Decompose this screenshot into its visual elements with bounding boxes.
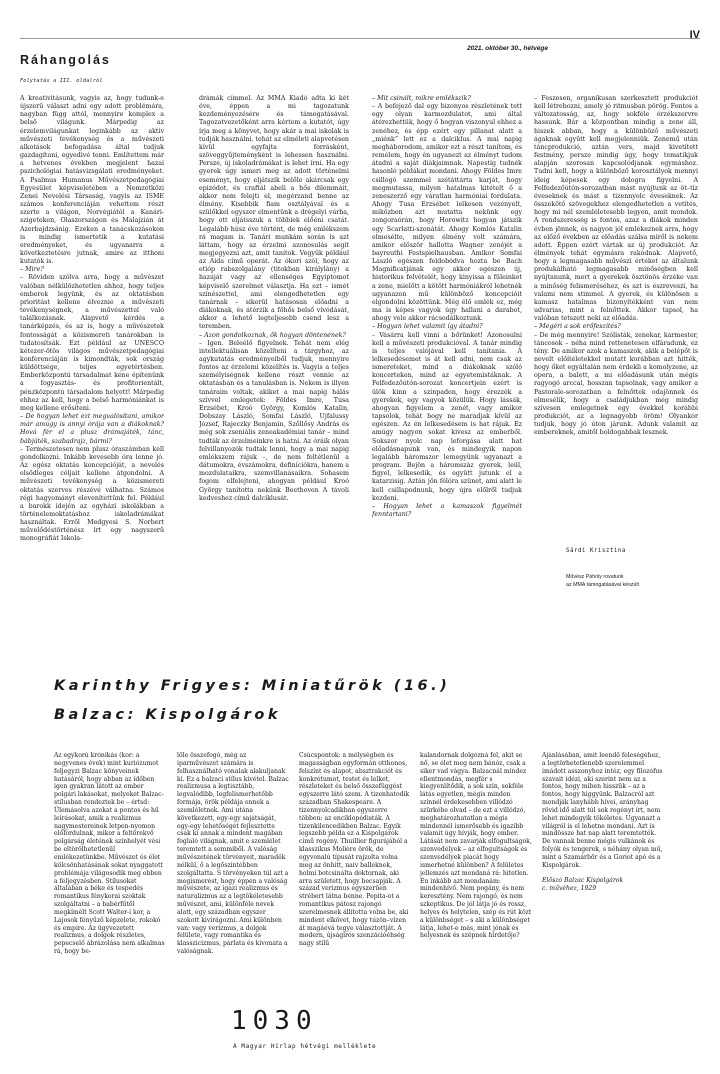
- source-line-1: Előszó Balzac Kispolgárok: [542, 876, 624, 884]
- feature-text: lőle összefogó, még az iparművészet számára is felhasználható vonalak alakuljanak ki. Ez a balzaci stílus kivétel. Balzac realizmusa a legtisztább, legvalódibb, legfelismerhetőbb formája, örök példája ennek a szemléletnek. Ami utána következett, egy-egy sajátságát, egy-egy lehetőségét fejlesztette csak ki annak a mindent magában foglaló világnak, amit e szemlélet teremtett a semmiből. A valóság művészetének törvényeit, maradék nélkül, ő a legőszintébben szolgáltatta. S törvényeken túl azt a megismerést, hogy éppen a valóság művészete, az igazi realizmus és naturalizmus az a legtökéletesebb művészet, ami, különféle nevek alatt, egy században egyszer szokott kivirágozni. Ami különben van: vagy verizmus, a dolgok felülete, vagy romantika és klasszicizmus, párlata és kivonata a valóságnak.: [177, 752, 289, 956]
- feature-column-3: [299, 752, 410, 992]
- interview-answer: – Vásárra kell vinni a bőrünket! Azonosulni kell a művészeti produkcióval. A tanár mindig is teljes valójával kell tanítania. A lelkesedésemet is át kell adni, nem csak az ismereteket, mind a diákoknak szóló koncerteken, mind az egyetemistáknak. A Felfedezőútón-sorozat koncertjein ezért is ülök kinn a színpadon, hogy érezzék a gyerekek, egy vagyok közülük. Hogy lássák, ahogyan figyelem a zenét, vagy amikor tapsolok, tehát hogy ne maradjak kívül az egészen. Az én lelkesedésem is hat rájuk. Ez amúgy nagyon sokat kivesz az emberből. Sokszor nyolc nap leforgása alatt hat előadásnapunk van, és mindegyik napon legalább háromszor lemegyünk ugyanazt a program. Bejön a háromszáz gyerek, leül, figyel, lelkesedik, és együtt jutunk el a katarzisig. Aztán jön félóra szünet, ami alatt le kell csillapodnunk, hogy újra előlről tudjuk kezdeni.: [372, 331, 522, 502]
- issue-date: 2021. október 30., hétvége: [467, 45, 548, 52]
- interview-answer: – Röviden szólva arra, hogy a művészet valóban nélkülözhetetlen ahhoz, hogy teljes emberek legyünk, és az oktatásban prioritást kellene élveznie a művészeti tevékenységnek, a művészettel való találkozásnak. Alapvető kérdés a tanárképzés, és az is, hogy a művészetek fontosságát a közismereti tanárokban is tudatosítsák. Ezt például az UNESCO kétezer-ötös világos művészetpedagógiai konferenciáján is kimondták, sok ország küldöttsége, teljes egyetértésben. Emberközpontú társadalmat kéne építenünk a fogyasztás- és profitorientált, pénzközpontú társadalom helyett! Márpedig ehhez az kell, hogy a belső harmóniánkat is meg kellene erősíteni.: [20, 274, 164, 412]
- feature-column-5: [542, 752, 664, 992]
- interview-question: – Megéri a sok erőfeszítés?: [534, 323, 621, 331]
- interview-answer: – Természetesen nem plusz óraszámban kell gondolkozni. Inkább kevesebb óra lenne jó. Az egész oktatás koncepcióját, a nevelés elsődleges céljait kellene átgondolni. A művészeti tevékenység a közismereti oktatás szerves részévé válhatna. Számos régi hagyományt elevenítettünk fel. Például a barokk idején az egyházi iskolákban a történelemoktatáshoz iskoladrámákat használtak. Erről Medgyesi S. Norbert művelődéstörténész írt egy nagyszerű monográfiát Iskola-: [20, 445, 164, 543]
- interview-answer: drámák címmel. Az MMA Kiadó adta ki két éve, éppen a mi tagozatunk kezdeményezésére és támogatásával. Tagozatvezetőként arra kértem a kutatót, úgy írja meg a könyvet, hogy akár a mai iskolák is tudják használni, tehát az elméleti alapvetésen kívül egyfajta forrásként, szöveggyűjteményként is lehessen használni. Persze, új iskoladrámákat is lehet írni. Ha egy gyerek úgy ismeri meg az adott történelmi eseményt, hogy eljátszik belőle akárcsak egy epizódot, és craftál abeli a hős dilemmáit, akkor nem felejti el, megérzand benne az élmény. Kisebbik fiam osztályával és a szülőkkel egyszer elmentünk a drégelyi várba, hogy ott eljátsszuk a többiek előéni csatát. Legalább húsz éve történt, de még emlékszem rá magam is. Tanári munkám során is azt láttam, hogy az érzelmi azonosulás segít megjegyezni azt, amit tanítok. Vegyük például az Aida című operát. Az ókori szól, hogy az etióp rabszolgalány (titokban királylány) a hazáját vagy az ellenséges Egyiptomot képviselő szerelmet választja. Ha ezt – ismét színészettel, ami elengedhetetlen egy tanárnak – sikerül hatásosan előadni a diákoknak, és átérzik a főhős belső vívódását, akkor a lehető legteljesebb csend lesz a teremben.: [199, 95, 349, 331]
- article-column-3: [372, 95, 522, 650]
- article-column-2: [199, 95, 349, 650]
- interview-question: – Hogyan lehet valamit így átadni?: [372, 323, 483, 331]
- feature-column-4: [420, 752, 532, 992]
- feature-text: Csúcspontok: a mélységben és magasságban egyformán otthonos, felszínt és alapot, absztrakciót és konkrétumot, testet és lelket, részleteket és belső összefüggést egyszerre látó szem. A tizenhatodik században Shakespeare. A tizennyolcadikban egyszerre többen: az enciklopédisták. A tizenkilencedikben Balzac. Egyik legszebb példa ez a Kispolgárok című regény. Thuillier figurájából a klasszikus Molière örök, de egyvonalú típusát rajzolta volna meg az önhitt, naiv balleknek, holmi botcsinálta doktornak, aki arra született, hogy becsapják. A század verizmus egyszerűen strébert látna benne. Pepita-ot a romantikus pátosz rajongó szerelmesnek állította volna be, aki mindent elkövet, hogy túzön–vízen át magáévá tegye választottját. A modern, újságírós szenzációéhség nagy stílű: [299, 752, 410, 948]
- supplement-tagline: A Magyar Hírlap hétvégi melléklete: [233, 1043, 377, 1050]
- feature-title: Karinthy Frigyes: Miniatűrök (16.): [54, 678, 451, 694]
- supplement-logo: 1030: [231, 1006, 318, 1036]
- continued-from-note: Folytatás a III. oldalról: [20, 78, 103, 84]
- interview-question: – Azon gondolkoznak, ők hogyan döntenének?: [199, 331, 346, 339]
- article-title: Ráhangolás: [20, 53, 111, 67]
- article-column-4: [534, 95, 698, 555]
- header-rule: [20, 38, 700, 39]
- interview-answer: – Feszesen, organikusan szerkesztett produkciót kell létrehozni, amely jó ritmusban pörög. Fontos a változatosság, az, hogy sokféle érzékszervre hassunk. Bár a központban mindig a zene áll, hiszek abban, hogy a különböző művészeti ágaknak együtt kell megjelenniük. Zenemű után táncprodukció, aztán vers, majd kivetített festmény, persze mindig úgy, hogy tematikjuk alapján szorosan kapcsolódjanak egymáshoz. Tudni kell, hogy a különböző korosztályok mennyi ideig képesek egy dologra figyelni. A Felfedezőútón-sorozatban mást nyújtunk az öt–tíz éveseknek és mást a tizennyolc éveseknek. Az összekötő szövegekhez elengedhetetlen a vetítés, hogy mi nél szemléletesebb legyen, amit mondok. A rendszeresség is fontos, azaz a diákok minden évben jönnek, és nagyon jól emlékeznek arra, hogy az előző években az előadás szálsa miről is nekem adott. Éppen ezért vártak az új produkciót. Az élmények tehát egymásra rakódnak. Alapvető, hogy a legmagasabb művészi értéket az általunk produkálható legmagasabb minőségben kell nyújtanunk, mert a gyerekek ösztönös érzéke van a minőség felismeréséhez, és azt is észreveszi, ha valami nem stimmel. A gyerek, és különösen a kamasz hatalmas bizonyítékként van nem udvarias, mint a felnőttek. Akkor tapsol, ha valóban tetszett neki az előadás.: [534, 95, 698, 323]
- feature-text: Az egykorú krónikás (kor: a negyvenes évek) mint kuriózumot feljegyzi Balzac könyveinek hatásáról, hogy abban az időben igen gyakran látott az ember polgári lakásokat, melyeket Balzac-stílusban rendeztek be – értsd: Ülemásolva azokat a pontos és hű leírásokat, amik a realizmus nagymestereinek letpen-nyomon előfordulnak, mikor a feltörekvő polgárság életének színhelyét vési be eltörölhetetlenül emlékezetünkbe. Művészet és élet kölcsönhatásának sokat nyaggatott problémája világosodik meg ebben a feljegyzésben. Stílusokat általában a béke és tespedés romantikus fénykorai szoktak szolgáltatni – a babérfűtől megkímélt Scott Walter-i kor, a Lajosok fényűző képzelete, rokokó és empire. Az ügyvezetett realizmus, a dolgok részletes, pepecselő ábrázolása nem alkalmas rá, hogy be-: [54, 752, 165, 956]
- interview-answer: A kreativitásunk, vagyis az, hogy tudunk-e újszerű választ adni egy adott problémára, nagyban függ attól, mennyire komplex a belső világunk. Márpedig az érzelemvilágunkat leginkább az aktív művészeti tevékenység és a művészeti alkotások befogadása által tudjuk gazdagítani, egyedivé tenni. Említettem már a hetvenes években megjelent hazai pszichológiai hatásvizsgálati eredményeket. A Psalmus Humanus Művészetpedagógiai Egyesület képviseletében a Nemzetközi Zenei Nevelési Társaság, vagyis az ISME számos konferenciáján vehettem részt szerte a világon, Norvégiától a Kanári-szigeteken, Olaszországon és Malajzián át Azerbajdzsánig. Ezeken a tanácskozásokon is mindig ismertetik a kutatási eredményeket, és ugyanarra a következtetésre jutnak, amire az itthoni kutatók is.: [20, 95, 164, 266]
- feature-column-2: [177, 752, 289, 992]
- interview-answer: – A befejező dal egy bizonyos részletének tett egy olyan karmozdulatot, ami által átérezhettük, hogy ő hogyan viszonyul ehhez a zenéhez, és épp ezért egy pillanat alatt a „miénk” lett ez a dalciklus. A mai napig megháborodom, amikor ezt a részt tanítom, és remélem, hogy én ugyanezt az élményt tudom átadni a saját diákjaimnak. Napestig tudnék hasonló példákat mondani. Ahogy Földes Imre csillogó szemmel szétáttárta karját, hogy megmutassa, milyen hatalmas kitételt ő a zeneszerző egy váratlan harmóniai fordulata. Ahogy Tusa Erzsébet lelkesen vezényelt, miközben azt mutatta nekünk egy zongoraórán, hogy Horowitz hogyan játszik egy Scarlatti-szonátát. Ahogy Komlós Katalin elmesélte, milyen élmény volt számára, amikor először hallotta Wagner zenéjét a bayreuthi Festspielhausban. Amikor Somfai László egészen feldobódva hozta be Bach Magnificatjának egy akkor egészen új, historikus felvételét, hogy kinyissa a füleinket a zene, mielőtt a kötött harmóniákról lehetnék ugyanazon mű különböző koncepcióit elgondolni közöttünk. Még élő emlék ez, még ma is képes vagyok úgy hallani a darabot, ahogy vele akkor rácsodálkoztunk.: [372, 103, 522, 323]
- author-signature: Sárdi Krisztina: [566, 548, 626, 554]
- feature-text: kalandornak dolgozná fel, akit se nő, se élet meg nem bánóz, csak a siker vad vágya. Balzacnál mindez ellentmondás, megfér s kiegyenlítődik, a sok szín, sokféle látás egyetlen, mégis minden színnél érdekesebben villódzó szürkébe olvad – de ezt a villódzó, meghatározhatatlan s mégis mindennél ismerősebb és igazibb valamit úgy hívják, hogy ember. Látását nem zavarják elfogultságok, szenvedélyek – az elfogultságok és szenvedélyek piacát hogy ismerhetné különben? A felületes jellemzés azt mondaná rá: hitetlen. Én inkább azt mondanám: mindenhívő. Nem pogány, és nem keresztény. Nem rajongó, és nem szkeptikus. De jól látja jó és rossz, helyes és helytelen, szép és rút közt a különbséget – s aki a különbséget látja, lehet-e más, mint jónak és helyesnek és szépnek hirdetője?: [420, 752, 532, 940]
- page-number: IV: [689, 29, 700, 41]
- article-column-1: [20, 95, 164, 650]
- credit-note: [566, 574, 639, 589]
- interview-question: – De hogyan lehet ezt megvalósítani, amikor már amúgy is annyi órája van a diákoknak? Hová fér el a plusz drámajáték, tánc, bábjáték, szabadrajz, bármi?: [20, 413, 164, 445]
- source-line-2: c. művéhez, 1929: [542, 884, 597, 892]
- interview-answer: – De még mennyire! Szólisták, zenekar, karmester, táncosok – néha mind rettenetesen elfáradunk, ez tény. De amikor azok a kamaszok, akik a belépőt is nevelt előítéletekkel mutatt korábban azt hitték, hogy őket egyáltalán nem érdekli a komolyzene, az opera, a balett, a mi előadásunk után mégis ragyogó arccal, hosszan tapsolnak, vagy amikor a Pastorale-sorozatban a felnőttek odajönnek és elmesélik, hogy a családjukban még mindig szívesen emlegetnek egy évekkel korábbi produkciót, az a legnagyobb öröm! Olyankor tudjuk, hogy jó úton járunk. Adunk valamit az embereknek, amitől boldogabbak lesznek.: [534, 331, 698, 437]
- interview-question: – Mire?: [20, 266, 44, 274]
- feature-subtitle: Balzac: Kispolgárok: [54, 707, 282, 723]
- interview-answer: – Igen. Beleélő figyelnek. Tehát nem elég intellektuálisan közelíteni a tárgyhoz, az agykutatás eredményeiből tudjuk, mennyire fontos az érzelemi közelítés is. Vagyis a teljes személyiségnek kellene részt vennie az oktatásban és a tanulásban is. Nekem is illyen tanáraim voltak, akiket a mai napig hálás szívvel emlegetek: Földes Imre, Tusa Erzsébet, Kroó György, Komlós Katalin, Dobszay László, Somfai László, Ujfalussy József, Rajeczky Benjamin, Szőllősy András és még sok zseniális zeneakadémiai tanár – mind tudták az érzelmeinkre is hatni. Az óráik olyan felvillanyozók tudtak lenni, hogy a mai napig emlékszem rájuk –, de nem feltétlenül a dátumokra, évszámokra, definíciókra, hanem a mozdulataikra, szemvillanásaikra. Sohasem fogom elfelejteni, ahogyan például Kroó György tanította nekünk Beethoven A távoli kedveshez című dalciklusát.: [199, 339, 349, 502]
- credit-line-2: az MMA támogatásával készült: [566, 581, 640, 588]
- feature-column-1: [54, 752, 166, 992]
- interview-question: – Hogyan lehet a kamaszok figyelmét fenntartani?: [372, 502, 522, 518]
- interview-question: – Mit csinált, mikre emlékszik?: [372, 95, 471, 102]
- feature-text: Ajánlásában, amit leendő feleségéhez, a legtörhetetlenebb szerelemmel imádott asszonyhoz intéz, egy filozófus szavait idézi, aki szerint nem az a fontos, hogy miben hisszük – az a fontos, hogy higgyünk. Balzacról azt mondják lanyhább hívei, arányhag rövid idő alatt túl sok regényt írt, nem lehet mindegyik tökéletes. Ugyanazt a világról is el lehetne mondani. Azt is mindössze hat nap alatt teremtették. De vannak benne mégis vulkánok és folyók és tengerek, s néhány olyan mű, mint a Szamárbőr és a Goriot apó és a Kispolgárok.: [542, 752, 663, 869]
- credit-line-1: Művész Páholy rovatunk: [566, 574, 624, 580]
